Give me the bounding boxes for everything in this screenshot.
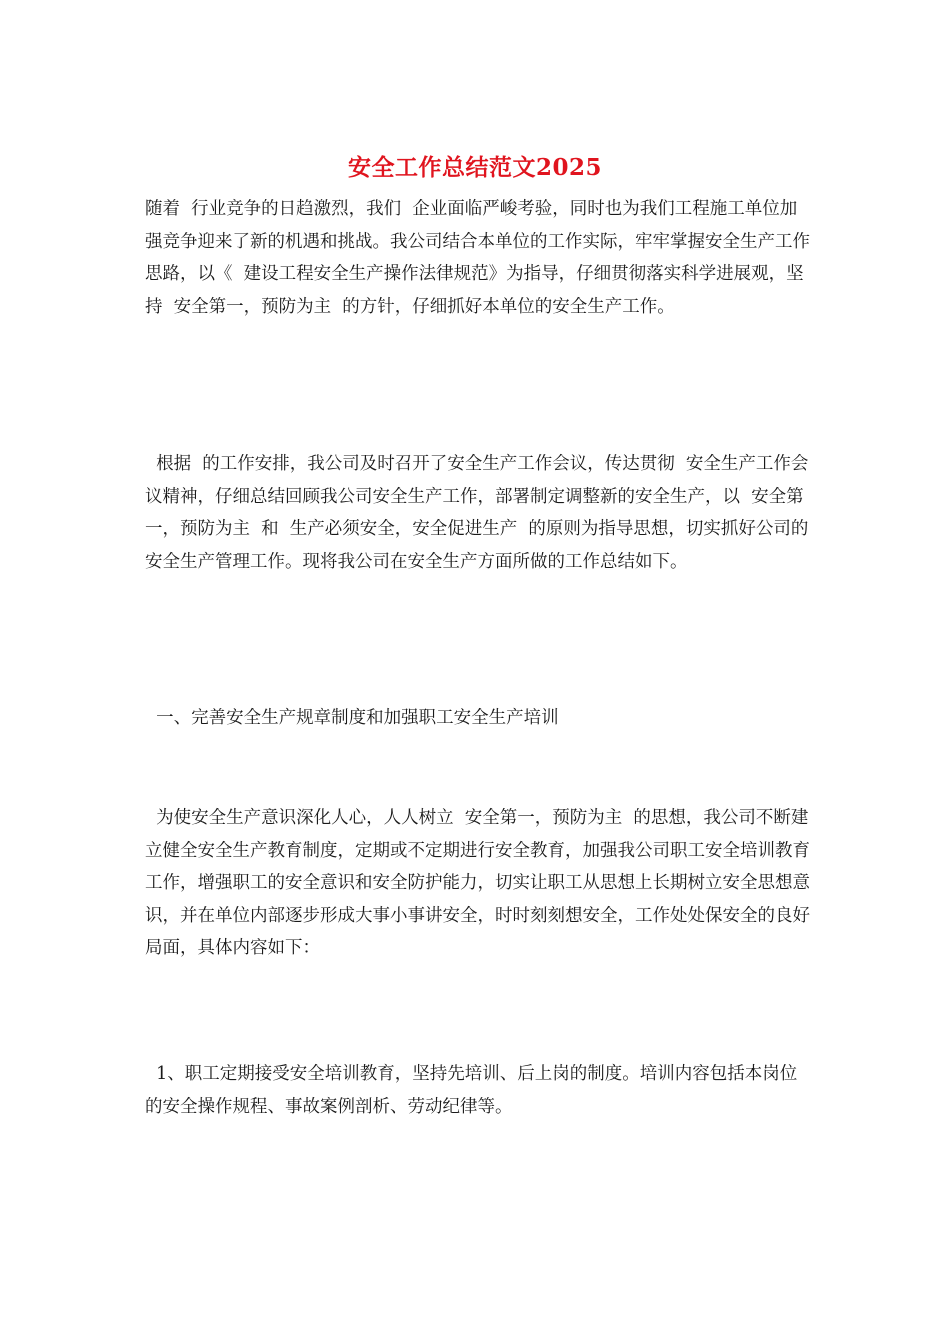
section-heading: 一、完善安全生产规章制度和加强职工安全生产培训 [145, 708, 559, 728]
document-title: 安全工作总结范文2025 [347, 154, 602, 181]
list-item: 1、职工定期接受安全培训教育，坚持先培训、后上岗的制度。培训内容包括本岗位的安全操作规程、事故案例剖析、劳动纪律等。 [145, 1064, 798, 1117]
background-paragraph: 根据 的工作安排，我公司及时召开了安全生产工作会议，传达贯彻 安全生产工作会议精神，仔细总结回顾我公司安全生产工作，部署制定调整新的安全生产，以 安全第一，预防为主 和 生产必须安全，安全促进生产 的原则为指导思想，切实抓好公司的安全生产管理工作。现将我公司在安全生产方面所做的工作总结如下。 [145, 454, 809, 572]
section-paragraph: 为使安全生产意识深化人心，人人树立 安全第一，预防为主 的思想，我公司不断建立健全安全生产教育制度，定期或不定期进行安全教育，加强我公司职工安全培训教育工作，增强职工的安全意识和安全防护能力，切实让职工从思想上长期树立安全思想意识，并在单位内部逐步形成大事小事讲安全，时时刻刻想安全，工作处处保安全的良好局面，具体内容如下： [145, 808, 810, 958]
intro-paragraph: 随着 行业竞争的日趋激烈，我们 企业面临严峻考验，同时也为我们工程施工单位加强竞争迎来了新的机遇和挑战。我公司结合本单位的工作实际，牢牢掌握安全生产工作思路，以《 建设工程安全生产操作法律规范》为指导，仔细贯彻落实科学进展观，坚持 安全第一，预防为主 的方针，仔细抓好本单位的安全生产工作。 [145, 199, 810, 317]
